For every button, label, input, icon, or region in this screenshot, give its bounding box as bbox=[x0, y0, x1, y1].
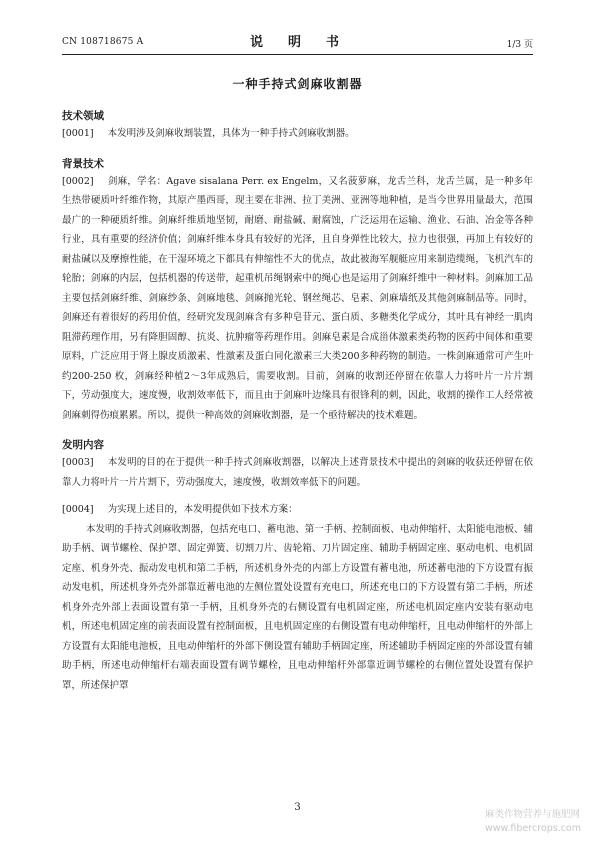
header-title: 说 明 书 bbox=[249, 35, 345, 50]
paragraph-text: 为实现上述目的，本发明提供如下技术方案： bbox=[107, 504, 298, 515]
section-heading: 发明内容 bbox=[62, 439, 104, 451]
paragraph-number: [0003] bbox=[62, 457, 94, 468]
section-technical-field bbox=[62, 108, 533, 144]
paragraph-0004 bbox=[62, 500, 533, 520]
paragraph-number: [0001] bbox=[62, 128, 94, 139]
paragraph-body bbox=[62, 520, 533, 696]
paragraph-0003 bbox=[62, 453, 533, 492]
watermark-line-1: 麻类作物营养与施肥网 bbox=[484, 809, 580, 820]
paragraph-number: [0004] bbox=[62, 504, 94, 515]
paragraph-0002 bbox=[62, 172, 533, 426]
paragraph-0001 bbox=[62, 124, 533, 144]
section-heading: 背景技术 bbox=[62, 157, 104, 170]
page-number: 3 bbox=[294, 802, 301, 813]
paragraph-text: 剑麻，学名：Agave sisalana Perr. ex Engelm，又名菠萝麻，龙舌兰科，龙舌兰属，是一种多年生热带硬质叶纤维作物，其原产墨西哥，现主要在非洲、拉丁美洲、亚洲等地种植，是当今世界用量最大，范围最广的一种硬质纤维。剑麻纤维质地坚韧，耐磨、耐盐碱、耐腐蚀，广泛运用在运输、渔业、石油、冶金等各种行业，具有重要的经济价值；剑麻纤维本身具有较好的光泽，且自身弹性比较大，拉力也很强，再加上有较好的耐盐碱以及摩擦性能，在干湿环境之下都具有伸缩性不大的优点，故此被海军舰艇应用来制造缆绳，飞机汽车的轮胎；剑麻的内层，包括机器的传送带，起重机吊绳钢索中的绳心也是运用了剑麻纤维中一种材料。剑麻加工品主要包括剑麻纤维、剑麻纱条、剑麻地毯、剑麻抛光轮、钢丝绳芯、皂素、剑麻墙纸及其他剑麻制品等。同时，剑麻还有着很好的药用价值，经研究发现剑麻含有多种皂苷元、蛋白质、多糖类化学成分，其叶具有神经一肌肉阻滞药理作用，另有降胆固醇、抗炎、抗肿瘤等药理作用。剑麻皂素是合成甾体激素类药物的医药中间体和重要原料，广泛应用于肾上腺皮质激素、性激素及蛋白同化激素三大类200多种药物的制造。一株剑麻通常可产生叶约200-250 枚，剑麻经种植2～3年成熟后，需要收割。目前，剑麻的收割还停留在依靠人力将叶片一片片割下，劳动强度大，速度慢，收割效率低下，而且由于剑麻叶边缘具有很锋利的刺，因此，收割的操作工人经常被剑麻刺得伤痕累累。所以，提供一种高效的剑麻收割器，是一个亟待解决的技术难题。 bbox=[62, 175, 533, 421]
watermark bbox=[485, 808, 581, 836]
paragraph-text: 本发明涉及剑麻收割装置，具体为一种手持式剑麻收割器。 bbox=[107, 128, 355, 139]
paragraph-number: [0002] bbox=[62, 175, 94, 187]
header-patent-number: CN 108718675 A bbox=[62, 37, 144, 47]
header-rule bbox=[62, 54, 533, 55]
paragraph-text: 本发明的目的在于提供一种手持式剑麻收割器，以解决上述背景技术中提出的剑麻的收获还停留在依靠人力将叶片一片片割下，劳动强度大，速度慢，收割效率低下的问题。 bbox=[62, 457, 533, 488]
header-page-indicator: 1/3 页 bbox=[506, 40, 533, 50]
watermark-line-2: www.fibercrops.com bbox=[484, 823, 581, 834]
section-heading: 技术领域 bbox=[62, 110, 104, 122]
document-body bbox=[62, 108, 533, 695]
document-title: 一种手持式剑麻收割器 bbox=[232, 77, 363, 91]
section-summary bbox=[62, 437, 533, 695]
section-background bbox=[62, 156, 533, 426]
paragraph-text: 本发明的手持式剑麻收割器，包括充电口、蓄电池、第一手柄、控制面板、电动伸缩杆、太阳能电池板、辅助手柄、调节螺栓、保护罩、固定弹簧、切割刀片、齿轮箱、刀片固定座、辅助手柄固定座、驱动电机、电机固定座、机身外壳、振动发电机和第二手柄，所述机身外壳的内部上方设置有蓄电池，所述蓄电池的下方设置有振动发电机，所述机身外壳外部靠近蓄电池的左侧位置处设置有充电口，所述充电口的下方设置有第二手柄，所述机身外壳外部上表面设置有第一手柄，且机身外壳的右侧设置有电机固定座，所述电机固定座内安装有驱动电机，所述电机固定座的前表面设置有控制面板，且电机固定座的右侧设置有电动伸缩杆，且电动伸缩杆的外部上方设置有太阳能电池板，且电动伸缩杆的外部下侧设置有辅助手柄固定座，所述辅助手柄固定座的外部设置有辅助手柄，所述电动伸缩杆右端表面设置有调节螺栓，且电动伸缩杆外部靠近调节螺栓的右侧位置处设置有保护罩，所述保护罩 bbox=[62, 523, 533, 691]
